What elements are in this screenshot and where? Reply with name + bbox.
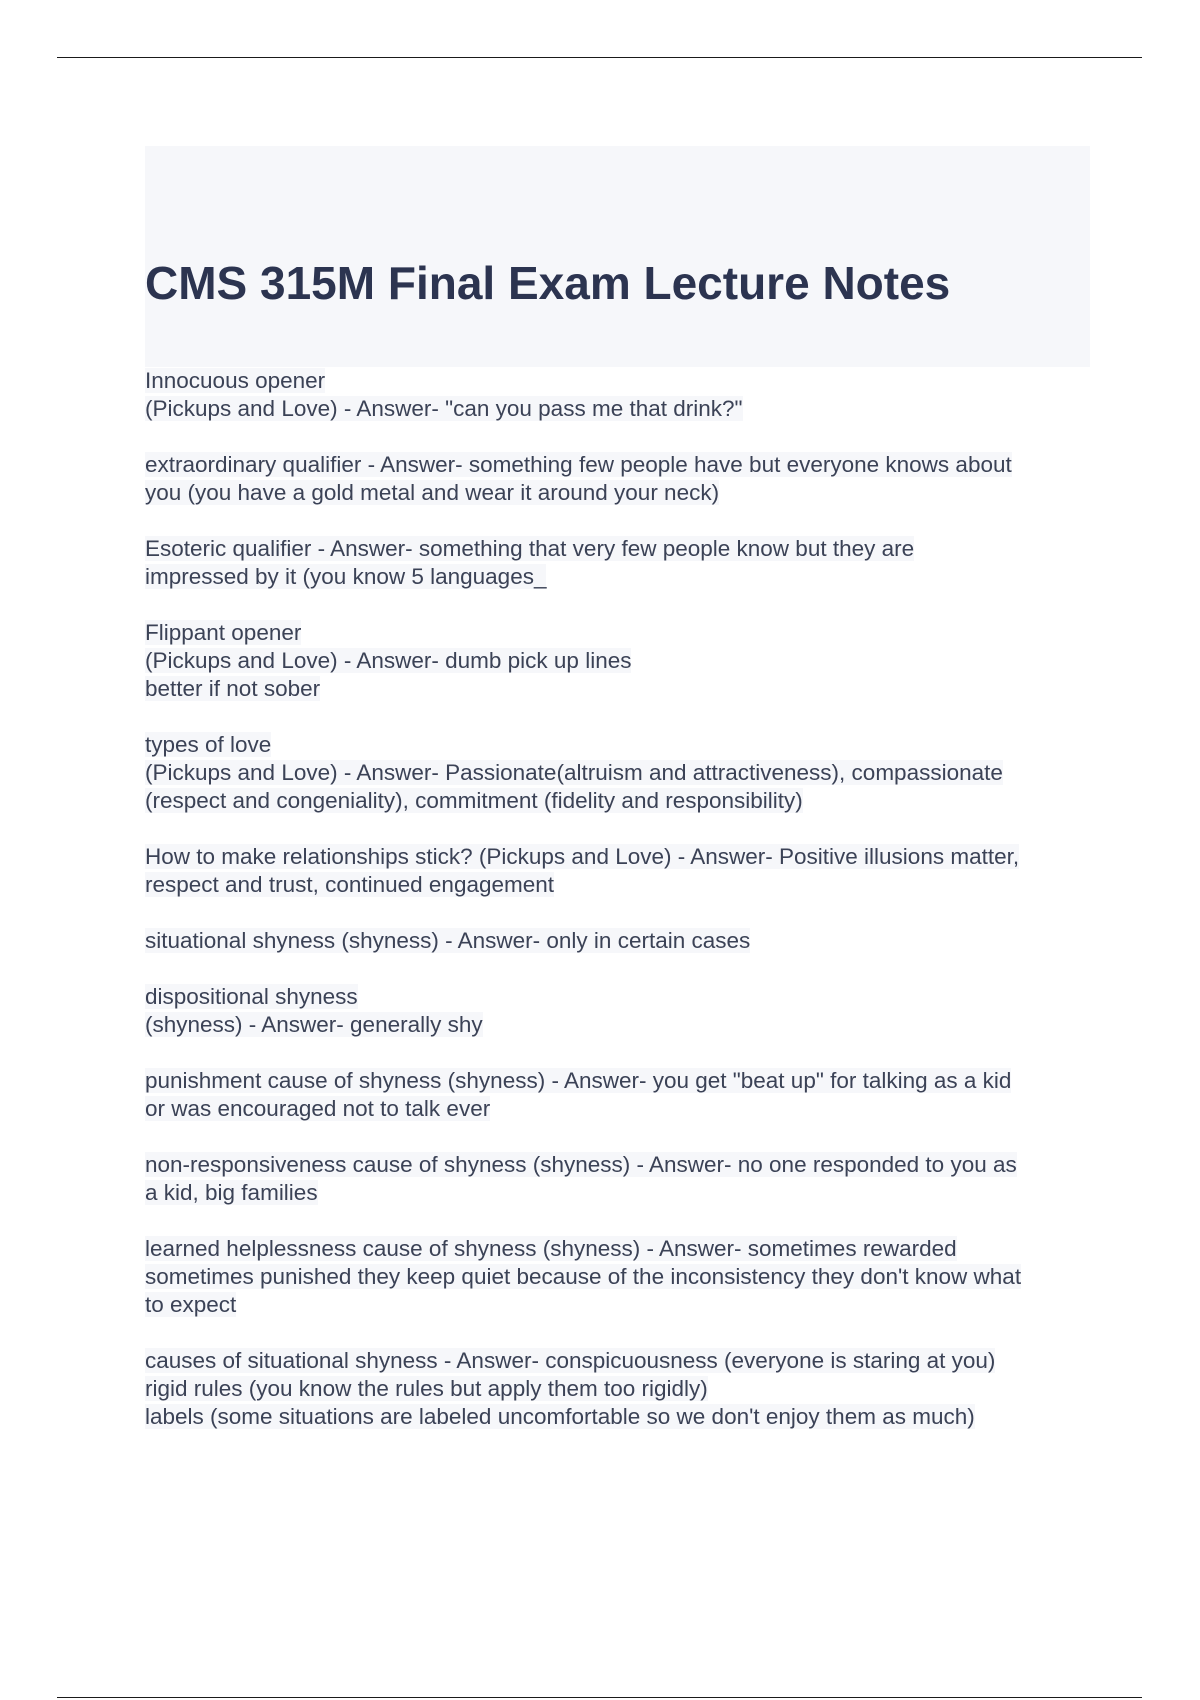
note-line: (Pickups and Love) - Answer- "can you pass me that drink?" <box>145 396 743 421</box>
note-line: punishment cause of shyness (shyness) - Answer- you get "beat up" for talking as a kid <box>145 1068 1012 1093</box>
note-entry <box>145 1151 1090 1207</box>
note-entry <box>145 367 1090 423</box>
note-entry <box>145 927 1090 955</box>
note-entry <box>145 1067 1090 1123</box>
note-entry <box>145 1347 1090 1431</box>
note-line: situational shyness (shyness) - Answer- only in certain cases <box>145 928 751 953</box>
note-line: (Pickups and Love) - Answer- Passionate(altruism and attractiveness), compassionate <box>145 760 1003 785</box>
note-line: How to make relationships stick? (Pickups and Love) - Answer- Positive illusions matter, <box>145 844 1020 869</box>
note-line: dispositional shyness <box>145 984 358 1009</box>
note-line: better if not sober <box>145 676 321 701</box>
note-entry <box>145 1235 1090 1319</box>
note-entry <box>145 843 1090 899</box>
note-entry <box>145 983 1090 1039</box>
note-line: to expect <box>145 1292 237 1317</box>
note-line: (Pickups and Love) - Answer- dumb pick up lines <box>145 648 632 673</box>
note-line: a kid, big families <box>145 1180 318 1205</box>
note-line: labels (some situations are labeled uncomfortable so we don't enjoy them as much) <box>145 1404 975 1429</box>
note-line: learned helplessness cause of shyness (shyness) - Answer- sometimes rewarded <box>145 1236 957 1261</box>
note-line: (shyness) - Answer- generally shy <box>145 1012 483 1037</box>
note-line: you (you have a gold metal and wear it around your neck) <box>145 480 720 505</box>
note-line: impressed by it (you know 5 languages_ <box>145 564 547 589</box>
note-line: types of love <box>145 732 272 757</box>
document-title: CMS 315M Final Exam Lecture Notes <box>145 257 951 309</box>
notes-list <box>145 367 1090 1459</box>
top-rule <box>57 57 1142 58</box>
note-line: Flippant opener <box>145 620 302 645</box>
note-line: (respect and congeniality), commitment (fidelity and responsibility) <box>145 788 803 813</box>
note-line: Innocuous opener <box>145 368 326 393</box>
bottom-rule <box>57 1697 1142 1698</box>
note-line: non-responsiveness cause of shyness (shyness) - Answer- no one responded to you as <box>145 1152 1017 1177</box>
note-line: respect and trust, continued engagement <box>145 872 555 897</box>
note-entry <box>145 731 1090 815</box>
note-line: Esoteric qualifier - Answer- something that very few people know but they are <box>145 536 915 561</box>
note-entry <box>145 535 1090 591</box>
note-line: extraordinary qualifier - Answer- something few people have but everyone knows about <box>145 452 1012 477</box>
note-entry <box>145 451 1090 507</box>
note-entry <box>145 619 1090 703</box>
note-line: rigid rules (you know the rules but apply them too rigidly) <box>145 1376 708 1401</box>
note-line: causes of situational shyness - Answer- conspicuousness (everyone is staring at you) <box>145 1348 996 1373</box>
note-line: or was encouraged not to talk ever <box>145 1096 491 1121</box>
note-line: sometimes punished they keep quiet because of the inconsistency they don't know what <box>145 1264 1022 1289</box>
